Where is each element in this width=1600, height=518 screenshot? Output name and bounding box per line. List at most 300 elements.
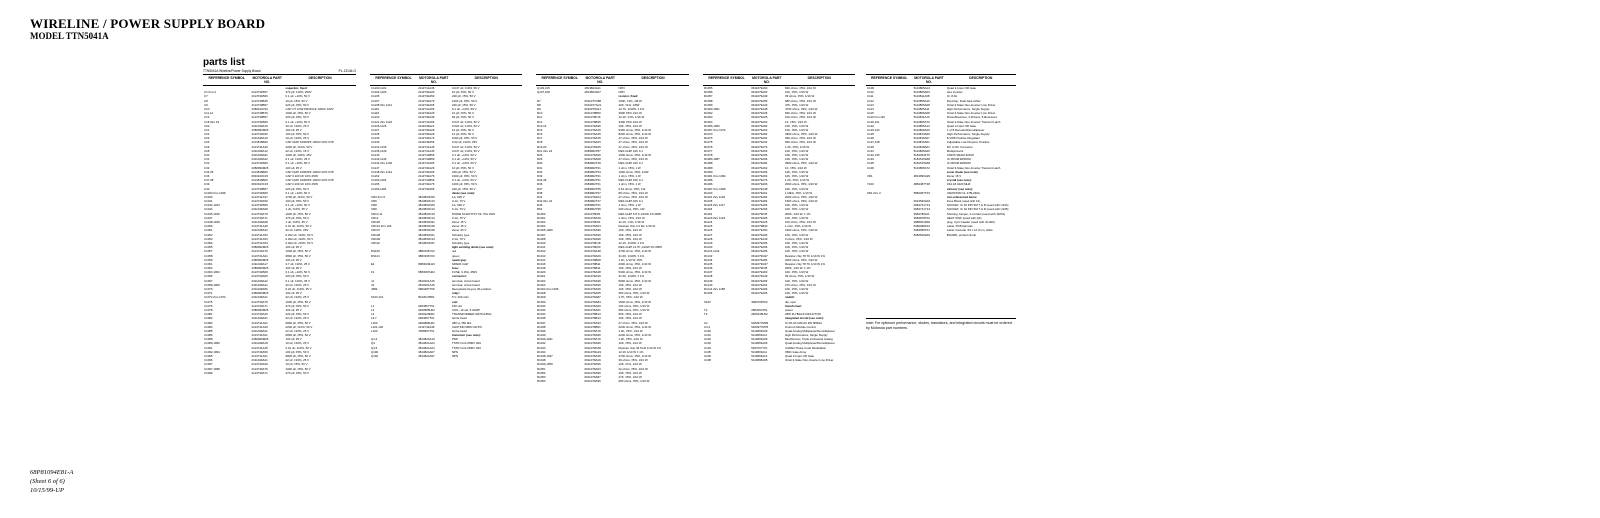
part-number: 0611079A56 <box>751 98 768 103</box>
description: 0.022 uF, ±10%, 50 V <box>285 236 314 241</box>
reference-symbol: R1097 thru 1099 <box>704 186 726 191</box>
description: light emitting diode (see note): <box>451 245 495 250</box>
part-number: 2113740A79 <box>251 211 268 216</box>
part-number: 0611079F18 <box>584 240 601 245</box>
parts-column-4 <box>703 74 855 362</box>
parts-list-subtitle <box>203 69 356 73</box>
part-number: 4813833C13 <box>418 236 435 241</box>
reference-symbol: R1004 <box>537 224 546 229</box>
reference-symbol: R1058 <box>704 98 713 103</box>
reference-symbol: C37,38 <box>204 178 214 183</box>
part-number: 0611079A63 <box>751 173 768 178</box>
reference-symbol: R1024 thru 1026 <box>537 287 559 291</box>
part-number: 2311049A19 <box>251 136 268 141</box>
part-number: 0611079A84 <box>751 194 768 199</box>
reference-symbol: U108 <box>704 358 711 363</box>
description: 10 uF, ±10%, 25 V <box>285 136 310 141</box>
part-number: 5113809A20 <box>913 127 930 132</box>
part-number: 4813823A07 <box>584 90 601 95</box>
part-number: 5113803A11 <box>751 333 768 338</box>
reference-symbol: L2 <box>371 307 375 312</box>
part-number: 5482098K01 <box>913 224 930 229</box>
description: 0 ohms, ±5%, 1/10 W <box>784 236 813 241</box>
description: ICurrent Module Control <box>784 324 816 329</box>
reference-symbol: C1044 <box>204 207 213 212</box>
reference-symbol: C1066 <box>204 274 213 279</box>
reference-symbol: L101,102 <box>371 324 384 329</box>
description: 8200 ohms, ±5%, 1/10 W <box>618 132 651 137</box>
description: 0.22 uF, ±10%, 25V <box>451 140 478 145</box>
reference-symbol: R1000 <box>537 211 546 216</box>
part-number: 0611079A62 <box>751 165 768 170</box>
description: 0.51 ohms, ±5%, 1W <box>618 186 646 191</box>
description: NPN <box>618 90 625 95</box>
reference-symbol: R1063 <box>704 115 713 120</box>
part-number: 0611079A36 <box>751 111 768 116</box>
part-number: 0611079A25 <box>751 220 768 224</box>
part-number: 0611079B11 <box>584 266 601 271</box>
part-number: 0611079A87 <box>584 295 601 300</box>
reference-symbol: U123,124 <box>867 127 880 132</box>
description: 8-V/8K Positive Regulator <box>946 136 981 141</box>
description: 10K, ±5%, 1/10 W <box>618 232 642 237</box>
description: Schottky type <box>451 240 470 245</box>
reference-symbol: C1072 thru 1074 <box>204 295 226 300</box>
reference-symbol: CR8 <box>371 203 377 208</box>
reference-symbol: C1076 <box>204 303 213 308</box>
description: terminal, circuit board <box>451 282 480 287</box>
header-reference-symbol: REFERENCE SYMBOL <box>708 76 745 80</box>
part-number: 2113741A29 <box>251 324 268 329</box>
reference-symbol: C1048,1049 <box>204 220 220 224</box>
description: diode (see note): <box>451 190 476 195</box>
part-number: 2113741A45 <box>418 148 435 153</box>
description: Zener 15 V <box>451 220 467 224</box>
part-number: 6583067H04 <box>418 270 435 275</box>
reference-symbol: R1059 <box>704 102 713 107</box>
description: 10 pF, ±5%, 50 V <box>451 165 474 170</box>
description: 1 of 8 Decoder/Demultiplexer <box>946 127 985 132</box>
reference-symbol: K100,101 <box>371 295 384 300</box>
reference-symbol: R1030 <box>537 299 546 304</box>
description: 2200 ohms, ±5%, 1/10 W <box>618 324 651 329</box>
part-number: 2113741B69 <box>251 161 268 166</box>
reference-symbol: R8 <box>537 102 541 107</box>
part-number: 2810201A15 <box>418 282 435 287</box>
description: 1A, 600 V <box>451 194 465 199</box>
reference-symbol: CR101 thru 106 <box>371 224 392 229</box>
header-description: DESCRIPTION <box>308 76 332 80</box>
description: 10 pF, ±5%, 50 V <box>451 127 474 132</box>
part-number: 0611079A49 <box>751 94 768 99</box>
reference-symbol: C33 <box>204 165 210 170</box>
part-number: 2311049A21 <box>251 358 268 363</box>
reference-symbol: C1078 <box>204 307 213 312</box>
description: Schottky type <box>451 232 470 237</box>
reference-symbol: C1097,1098 <box>204 366 220 371</box>
description: Resistor chip 78.7K 1/10 W 1% <box>784 253 825 258</box>
description: 1.1K, 1/10 W, ±5% <box>618 257 643 262</box>
description: Zener 15 V <box>946 173 962 178</box>
reference-symbol: C1107 <box>371 98 380 103</box>
reference-symbol: C1092,1094 <box>204 349 220 354</box>
reference-symbol: C1121 thru 1124 <box>371 119 393 124</box>
reference-symbol: R1073 <box>704 132 713 137</box>
part-number: 0611079A96 <box>584 278 601 283</box>
part-number: 4813824A10 <box>418 337 435 342</box>
description: 100 pF, ±5%, 50 V <box>285 349 310 354</box>
part-number: 2113740A65 <box>418 169 435 174</box>
reference-symbol: R1089 <box>704 165 713 170</box>
part-number: 0611079A96 <box>584 282 601 287</box>
part-number: 0611079A84 <box>751 132 768 137</box>
description: 10K, ±5%, 1/10 W <box>784 157 809 162</box>
reference-symbol: R1045,1047 <box>537 354 553 358</box>
part-number: 2380090M25 <box>251 266 269 271</box>
reference-symbol: U112 <box>867 98 874 103</box>
description: 680 ohms, ±5%, 1/10 W <box>618 307 650 312</box>
description: 1 MEG, ±5%, 1/10 W <box>784 190 813 195</box>
description: relay: <box>451 291 460 296</box>
description: IC PROM EPROM <box>946 157 971 162</box>
part-number: 8013017B01 <box>418 295 435 300</box>
description: High Performance, Single Supply <box>784 333 828 338</box>
description: 0.1A, 70 V <box>451 236 466 241</box>
description: 680 ohms, ±5%, 1/10 W <box>784 98 816 103</box>
reference-symbol: R1139 <box>704 278 713 283</box>
part-number: 2311049A91 <box>251 153 268 157</box>
part-number: 0611079A48 <box>751 186 768 191</box>
part-number: 2311049A22 <box>251 278 268 283</box>
part-number: 5113808A08 <box>751 358 768 363</box>
column-header <box>370 74 522 86</box>
reference-symbol: R1124 <box>704 220 713 224</box>
description: 200 ohms, ±5%, 1W <box>618 207 645 212</box>
description: 10K, ±5%, 1/10 W <box>618 282 642 287</box>
reference-symbol: R1005,1006 <box>537 228 553 233</box>
part-number: 2460229D01 <box>418 312 435 317</box>
description: 5400 ohms, ±5%, 1/10 W <box>618 270 651 275</box>
part-number: 0611079A35 <box>584 136 601 141</box>
reference-symbol: T2 <box>704 307 708 312</box>
description: 2200 ohms, ±5%, 1/10 W <box>618 333 651 338</box>
part-number: 8083029H13 <box>418 261 435 266</box>
part-number: 0611079A63 <box>751 148 768 153</box>
description: 0.1 uF, +10%, 50 V <box>451 106 477 111</box>
header-description: DESCRIPTION <box>969 76 993 80</box>
reference-symbol: R1065,1066 <box>704 123 720 128</box>
description: 330K ±5% 1/10 W <box>618 119 642 124</box>
description: 10K, ±5%, 1/10 W <box>784 249 809 254</box>
part-number: 5113805A14 <box>913 123 930 128</box>
part-number: 0683962T47 <box>584 199 601 204</box>
reference-symbol: R1023 <box>537 282 546 287</box>
description: 1000 pF, ±5%, 50 V <box>451 98 478 103</box>
description: 1 ohm, ±5%, 1/10 W <box>618 215 645 220</box>
reference-symbol: C1057 <box>204 249 213 254</box>
reference-symbol: C1042,1043 <box>204 203 220 208</box>
reference-symbol: R41 <box>537 194 543 199</box>
part-number: 0611079A96 <box>751 240 768 245</box>
description: 0.01 uF, ±10%, 50 V <box>285 224 312 229</box>
reference-symbol: C18 thru 19 <box>204 119 220 124</box>
part-number: 2113740A29 <box>418 165 435 170</box>
part-number: 0611079A96 <box>751 249 768 254</box>
reference-symbol: R1119 <box>704 211 713 216</box>
description: non-referenced items: <box>946 194 978 199</box>
part-number: 5113805A72 <box>913 165 930 170</box>
description: High Performance, Single Supply <box>946 106 990 111</box>
part-number: 0984741Y13 <box>913 207 930 212</box>
description: Quad Analog Multiplexer/Demultiplexer <box>784 328 835 333</box>
reference-symbol: R9 <box>537 106 541 111</box>
description: 27 ohms, ±5%, 1/10 W <box>618 144 648 149</box>
part-number: 0611079A96 <box>751 232 768 237</box>
reference-symbol: CR10,11 <box>371 211 383 216</box>
description: 2200 ohms, ±5%, 1/10 W <box>784 228 818 233</box>
reference-symbol: F1 <box>371 270 375 275</box>
part-number: 0611079A04 <box>584 224 601 229</box>
part-number: 0683962T01 <box>584 182 601 187</box>
reference-symbol: E1 <box>371 261 375 266</box>
description: 220 pF, ±5%, 50 V <box>451 94 476 99</box>
reference-symbol: U106 <box>704 354 711 358</box>
description: 820 ohms, ±5%, 1/10 W <box>784 111 816 116</box>
part-number: 2113740A50 <box>251 349 268 354</box>
part-number: 5113805A16 <box>913 98 930 103</box>
description: 1000 pF, ±5%, 50 V <box>451 182 478 187</box>
description: 0.1 uF, +10%, 50 V <box>285 119 311 124</box>
reference-symbol: R1020 <box>537 270 546 275</box>
description: 1000 pF, ±5%, 50 V <box>285 299 311 304</box>
part-number: 2113740B79 <box>251 111 268 116</box>
description: 12.1K, 1/10W, ± 1% <box>618 240 645 245</box>
part-number: 2113741A65 <box>418 106 435 111</box>
part-number: 4813821A24 <box>418 345 435 350</box>
part-number: 5184767Y01 <box>751 345 768 350</box>
part-number: 0611079A96 <box>751 169 768 174</box>
reference-symbol: R1022 <box>537 278 546 283</box>
description: 0.1 uF, +10%, 50 V <box>285 161 311 166</box>
reference-symbol: L103 <box>371 328 378 333</box>
reference-symbol: R1141 thru 1155 <box>704 287 726 291</box>
reference-symbol: C1147 <box>371 165 380 170</box>
description: plug, 3-pin header (used with J2-000) <box>946 220 995 224</box>
reference-symbol: R34,35 <box>537 178 547 183</box>
part-number: 0611079A96 <box>584 333 601 338</box>
description: 0.1 uF, +10%, 50 V <box>451 161 477 166</box>
reference-symbol: R1013 <box>537 253 546 258</box>
reference-symbol: C34,35 <box>204 169 214 174</box>
reference-symbol: C1 thru 4 <box>204 90 216 95</box>
reference-symbol: J999 <box>371 287 378 291</box>
part-number: 2113741A01 <box>251 320 268 325</box>
part-number: 0611079A96 <box>584 370 601 375</box>
reference-symbol: R1136 <box>704 266 713 271</box>
reference-symbol: R1039 <box>537 328 546 333</box>
column-header <box>203 74 356 86</box>
description: coil: <box>451 299 458 304</box>
description: CAP CHIP 10000PF 1000V 20% X7R <box>285 140 334 145</box>
description: TSTR N-CH 800V 30A <box>451 341 482 346</box>
part-number: 2113741B69 <box>251 119 268 124</box>
table-row <box>866 233 1016 237</box>
part-number: 2113740A65 <box>418 186 435 191</box>
description: 470 pF, ±5%, 50 V <box>285 303 310 308</box>
reference-symbol: R1127 <box>704 232 713 237</box>
part-number: 2380090M25 <box>251 165 269 170</box>
description: 31.6K, 1/10W, ± 1% <box>618 274 645 279</box>
reference-symbol: R1040 <box>537 333 546 338</box>
reference-symbol: R1075 <box>704 140 713 145</box>
part-number: 0611079A25 <box>751 115 768 120</box>
part-number: 0611079A96 <box>751 157 768 162</box>
part-number: 2113740A79 <box>418 173 435 178</box>
part-number: 0913540A04 <box>913 199 930 204</box>
description: 0.1 uF, ±10%, 35 V <box>285 157 310 162</box>
part-number: 0611079A96 <box>584 236 601 241</box>
reference-symbol: S100 <box>704 299 711 304</box>
part-number: 0611079A96 <box>751 203 768 208</box>
part-number: 2113741B69 <box>418 157 435 162</box>
part-number: 0611079F81 <box>584 211 601 216</box>
reference-symbol: C1165 <box>371 182 380 187</box>
reference-symbol: R1021 <box>537 274 546 279</box>
part-number: 2113740A29 <box>418 132 435 137</box>
reference-symbol: R1040,1041 <box>537 337 553 342</box>
description: 10K, ±5%, 1/10 W <box>784 215 809 220</box>
part-number: 5113816A07 <box>913 136 930 141</box>
part-number: 4883196Y02 <box>418 249 435 254</box>
part-number: 2311049A17 <box>251 261 268 266</box>
reference-symbol: R1126 <box>704 228 713 233</box>
reference-symbol: C1067 <box>204 278 213 283</box>
sheet-number: (Sheet 6 of 6) <box>30 478 65 485</box>
description: 820 ohms, ±5%, 1/10 W <box>784 86 816 90</box>
description: 0.1 uF, +10%, 50 V <box>285 190 311 195</box>
reference-symbol: C9 <box>204 102 208 107</box>
reference-symbol: L100 <box>371 320 378 325</box>
description: 39 ohms, ±5%, 1/10 W <box>618 358 648 363</box>
reference-symbol: R1077 <box>704 148 713 153</box>
description: 22 uF, ±10%, 25 V <box>285 358 310 363</box>
header-description: DESCRIPTION <box>807 76 831 80</box>
description: 10K, ±5%, 1/10 W <box>784 270 809 275</box>
reference-symbol: C25 <box>204 140 210 145</box>
reference-symbol: U134 <box>867 157 874 162</box>
part-number: 2113816B06 <box>251 178 268 183</box>
reference-symbol: CR6 <box>371 199 377 204</box>
part-number: 0611079A49 <box>584 274 601 279</box>
part-number: 2113740A29 <box>418 90 435 95</box>
part-number: 5183977M78 <box>751 324 769 329</box>
description: 100 ohms, ±5%, 1/10 W <box>784 115 816 120</box>
description: Quad 2-Input OR Gate <box>784 354 815 358</box>
parts-table <box>536 86 689 383</box>
reference-symbol: C1052 <box>204 232 213 237</box>
part-number: 2380090M25 <box>251 337 269 342</box>
part-number: 2113741B69 <box>418 153 435 157</box>
header-reference-symbol: REFERENCE SYMBOL <box>208 76 245 80</box>
description: Shorting Jumper, 2-contact (used with J1001) <box>946 211 1006 216</box>
part-number: 0611079F35 <box>751 266 768 271</box>
description: 0.047 uF, ±10%, 50 V <box>451 119 480 124</box>
reference-symbol: R51 <box>537 207 543 212</box>
reference-symbol: C1047 <box>204 215 213 220</box>
reference-symbol: R1080,1087 <box>704 157 720 162</box>
description: integrated circuit (see note): <box>784 316 824 321</box>
reference-symbol: C8 <box>204 98 208 103</box>
part-number: 2113741A65 <box>418 119 435 124</box>
part-number: 2113741B69 <box>251 190 268 195</box>
description: 25W FLYBACK INDUCTOR <box>784 312 821 317</box>
reference-symbol: R1101 thru 1104 <box>704 194 726 199</box>
parts-list-title: parts list <box>203 57 245 68</box>
description: 470 pF, ±5%, 50 V <box>285 370 310 375</box>
part-number: 2113741A53 <box>251 236 268 241</box>
part-number: 4813833C28 <box>418 224 435 229</box>
part-number: 0683962T95 <box>584 207 601 212</box>
description: 100 uF, 35 V <box>285 245 302 250</box>
part-number: 4813833C28 <box>418 228 435 233</box>
reference-symbol: U129 <box>867 144 874 149</box>
part-number: 2311049A12 <box>251 148 268 153</box>
description: 56K, ±5%, 1/10 W <box>618 312 642 317</box>
reference-symbol: Q100 <box>371 349 379 354</box>
reference-symbol: U127,128 <box>867 140 880 145</box>
description: 1500 ohms, ±5%, 1/10 W <box>618 299 651 304</box>
description: 10K, ±5%, 1/10 W <box>618 316 642 321</box>
reference-symbol: R11 <box>537 115 543 120</box>
reference-symbol: R1032 <box>537 303 546 308</box>
reference-symbol: R1037 <box>537 320 546 325</box>
part-number: 0810010C15 <box>251 173 269 178</box>
part-number: 4813830A29 <box>913 173 930 178</box>
part-number: 5113818A01 <box>913 144 930 149</box>
description: 1 ohm, ±5%, 1 W <box>618 165 641 170</box>
reference-symbol: U105 <box>704 349 711 354</box>
reference-symbol: R1106 thru 1117 <box>704 203 725 208</box>
part-number: 8482529H01 <box>913 232 931 237</box>
part-number: 0611079A49 <box>584 358 601 363</box>
reference-symbol: C1163,1164 <box>371 178 387 183</box>
reference-symbol: R33 <box>537 173 543 178</box>
reference-symbol: C1055 <box>204 245 213 250</box>
reference-symbol: J2 <box>371 282 375 287</box>
part-number: 0611079B01 <box>584 324 601 329</box>
reference-symbol: T3 <box>704 312 708 317</box>
header-part-number: MOTOROLA PART NO. <box>585 76 615 84</box>
reference-symbol: U122 <box>867 123 874 128</box>
part-number: 0611079A49 <box>584 215 601 220</box>
description: 270 ohms, ±5%, 1/10 W <box>784 282 816 287</box>
reference-symbol: C1115 <box>371 106 380 111</box>
part-number: 2480248U02 <box>751 312 768 317</box>
description: Adjustable Low Dropout, Positive <box>946 140 990 145</box>
description: SPARK GAP <box>451 261 469 266</box>
description: 1000 pF, ±5%, 50 V <box>285 111 311 116</box>
parts-column-5 <box>866 74 1016 237</box>
reference-symbol: U132,133 <box>867 153 880 157</box>
part-number: 0611079A76 <box>751 144 768 149</box>
reference-symbol: R1014 <box>537 257 546 262</box>
part-number: 2113741A45 <box>251 345 268 350</box>
reference-symbol: R7 <box>537 98 541 103</box>
reference-symbol: R1138 <box>704 274 713 279</box>
description: SOCKET, IC 32 PIN SM T & R (used with U134) <box>946 203 1009 208</box>
part-number: 5113811A10 <box>913 115 930 120</box>
description: 10K, ±5%, 1/10 W <box>784 153 809 157</box>
